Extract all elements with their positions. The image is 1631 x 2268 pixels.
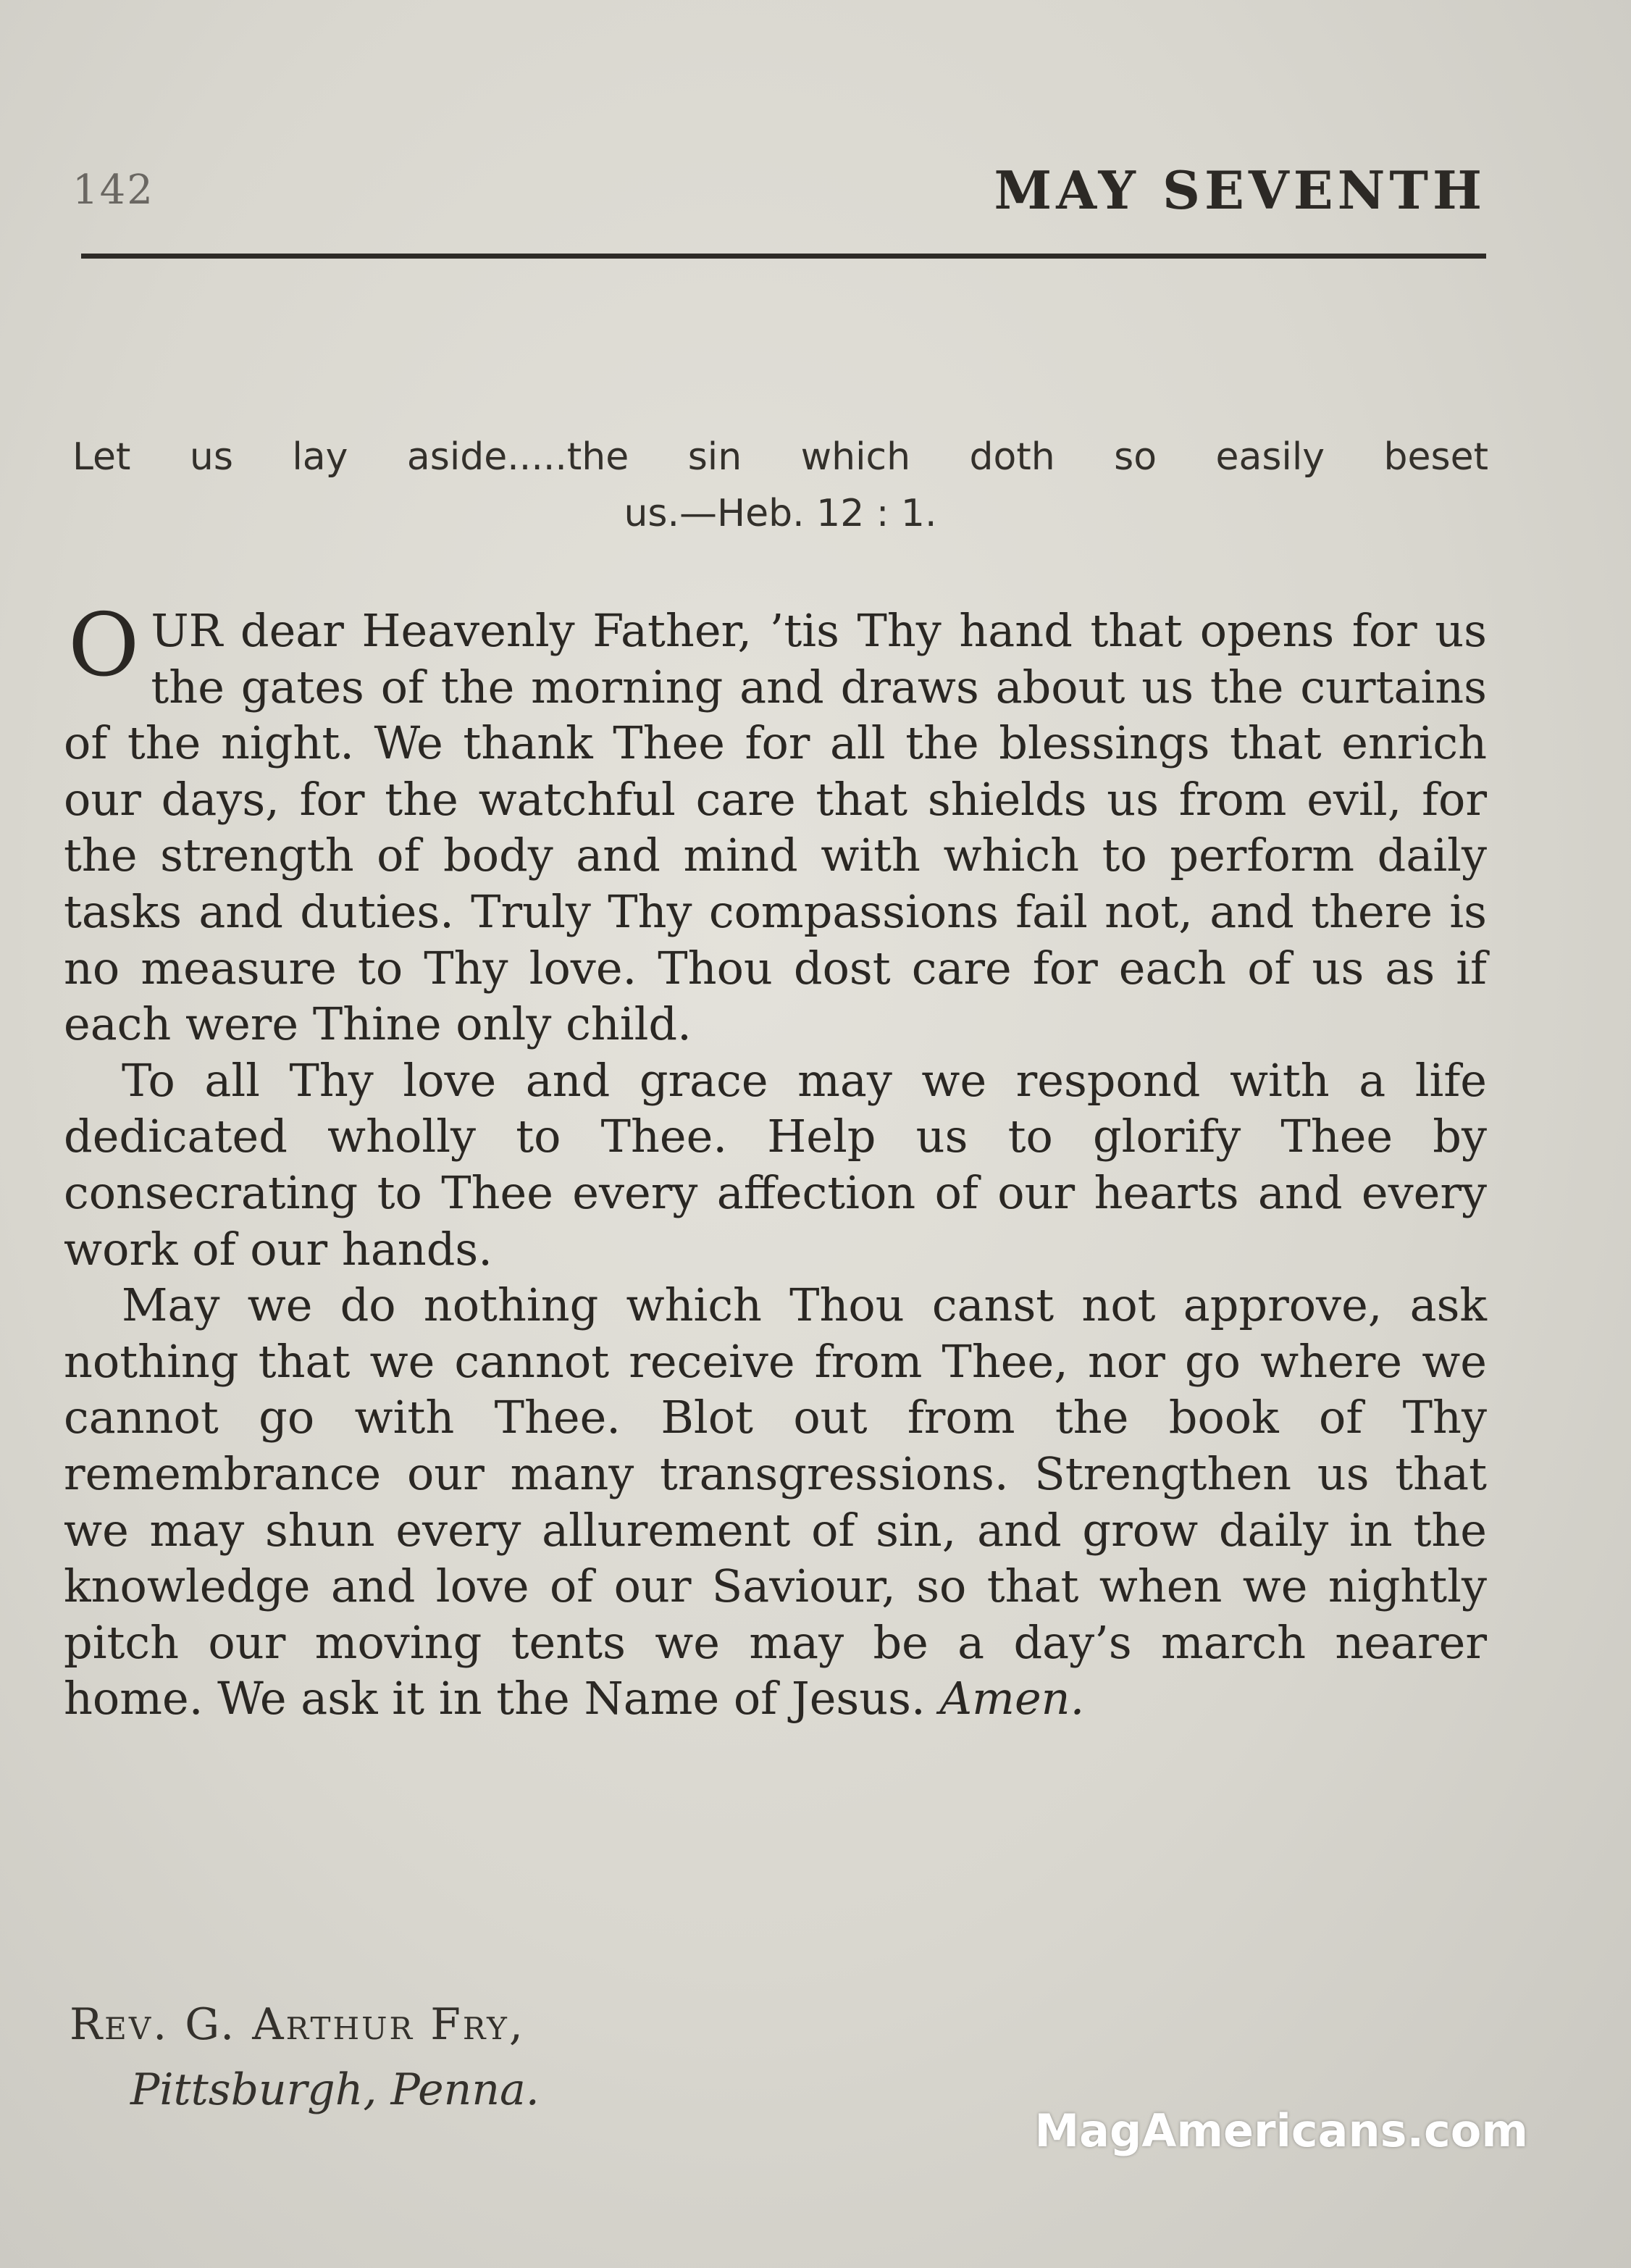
- author-signature: [70, 1992, 540, 2122]
- author-name: Rev. G. Arthur Fry,: [70, 1999, 525, 2050]
- prayer-paragraph-3: [64, 1277, 1487, 1727]
- running-title: MAY SEVENTH: [994, 159, 1486, 221]
- header-rule: [81, 254, 1486, 259]
- author-place: Pittsburgh, Penna.: [130, 2064, 540, 2115]
- paragraph-1-text: dear Heavenly Father, ’tis Thy hand that opens for us the gates of the morning and draws about us the curtains of the night. We thank Thee for all the blessings that enrich our days, for the watchful care that shields us from evil, for the strength of body and mind with which to perform daily tasks and duties. Truly Thy compassions fail not, and there is no measure to Thy love. Thou dost care for each of us as if each were Thine only child.: [64, 604, 1487, 1051]
- page-number: 142: [72, 167, 154, 214]
- epigraph-line-2: us.—Heb. 12 : 1.: [624, 492, 937, 535]
- site-watermark: MagAmericans.com: [1034, 2104, 1528, 2157]
- opening-caps: UR: [151, 604, 223, 657]
- paragraph-3-text: May we do nothing which Thou canst not approve, ask nothing that we cannot receive from Thee, nor go where we cannot go with Thee. Blot out from the book of Thy remembrance our many transgressions. Strengthen us that we may shun every allurement of sin, and grow daily in the knowledge and love of our Saviour, so that when we nightly pitch our moving tents we may be a day’s march nearer home. We ask it in the Name of Jesus.: [64, 1279, 1487, 1725]
- epigraph-line-1: Let us lay aside.....the sin which doth so easily beset: [72, 435, 1488, 479]
- prayer-text: [64, 595, 1487, 1727]
- prayer-paragraph-1: [64, 595, 1487, 1053]
- prayer-paragraph-2: To all Thy love and grace may we respond with a life dedicated wholly to Thee. Help us to glorify Thee by consecrating to Thee every affection of our hearts and every work of our hands.: [64, 1053, 1487, 1276]
- scripture-epigraph: [72, 429, 1488, 542]
- drop-cap: O: [68, 595, 140, 696]
- amen: Amen.: [939, 1672, 1085, 1725]
